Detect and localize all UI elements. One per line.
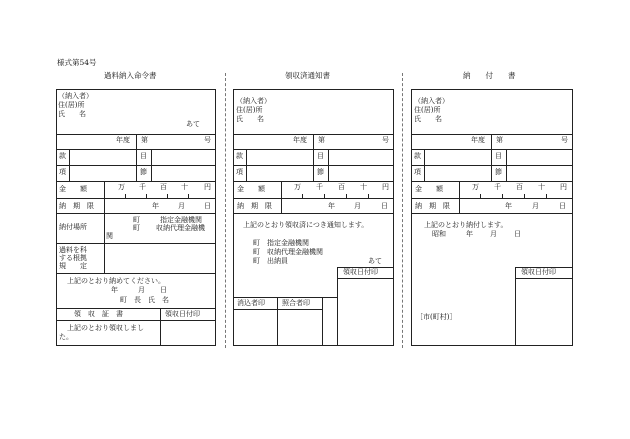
amount-unit: 十 bbox=[181, 183, 188, 191]
number-prefix: 第 bbox=[318, 136, 325, 144]
notice-text: 上記のとおり納付します。 bbox=[424, 221, 508, 229]
amount-unit: 円 bbox=[204, 183, 211, 191]
treasurer: 町 出納員 bbox=[253, 257, 288, 265]
amount-unit: 十 bbox=[538, 183, 545, 191]
receipt-stamp-label: 領収日付印 bbox=[521, 268, 556, 276]
notice-date-month: 月 bbox=[138, 286, 145, 294]
deadline-label: 納 期 限 bbox=[237, 202, 272, 210]
payer-label: （納入者） bbox=[58, 92, 93, 100]
separator-line bbox=[225, 73, 226, 348]
payer-label: （納入者） bbox=[236, 97, 271, 105]
receipt-text: 上記のとおり領収しまし bbox=[67, 324, 144, 332]
number-prefix: 第 bbox=[496, 136, 503, 144]
amount-unit: 千 bbox=[316, 183, 323, 191]
kan-label: 款 bbox=[414, 152, 421, 160]
notice-date-day: 日 bbox=[514, 230, 521, 238]
date-month: 月 bbox=[354, 202, 361, 210]
number-suffix: 号 bbox=[204, 136, 211, 144]
era-label: 昭和 bbox=[432, 230, 446, 238]
amount-unit: 円 bbox=[382, 183, 389, 191]
date-day: 日 bbox=[381, 202, 388, 210]
town-label: 町 bbox=[133, 216, 140, 224]
setsu-label: 節 bbox=[495, 168, 502, 176]
fiscal-year-label: 年度 bbox=[116, 136, 130, 144]
agent-bank-cont: 関 bbox=[106, 232, 113, 240]
date-day: 日 bbox=[559, 202, 566, 210]
form-title: 過料納入命令書 bbox=[104, 71, 157, 80]
date-month: 月 bbox=[178, 202, 185, 210]
amount-unit: 千 bbox=[139, 183, 146, 191]
municipality-label: ［市(町村)］ bbox=[416, 313, 457, 321]
amount-label: 金 額 bbox=[415, 185, 443, 193]
amount-unit: 万 bbox=[472, 183, 479, 191]
fiscal-year-label: 年度 bbox=[471, 136, 485, 144]
address-label: 住(居)所 bbox=[414, 106, 441, 114]
honorific-ate: あて bbox=[368, 257, 382, 265]
number-suffix: 号 bbox=[382, 136, 389, 144]
kou-label: 項 bbox=[414, 168, 421, 176]
setsu-label: 節 bbox=[317, 168, 324, 176]
amount-unit: 百 bbox=[338, 183, 345, 191]
designated-bank: 指定金融機関 bbox=[160, 216, 202, 224]
kan-label: 款 bbox=[236, 152, 243, 160]
date-month: 月 bbox=[532, 202, 539, 210]
form-number: 様式第54号 bbox=[57, 58, 97, 67]
kan-label: 款 bbox=[59, 152, 66, 160]
date-year: 年 bbox=[505, 202, 512, 210]
basis-label: する根拠 bbox=[59, 254, 87, 262]
address-label: 住(居)所 bbox=[58, 101, 85, 109]
fiscal-year-label: 年度 bbox=[293, 136, 307, 144]
kou-label: 項 bbox=[236, 168, 243, 176]
agent-bank: 収納代理金融機 bbox=[156, 224, 205, 232]
notice-date-year: 年 bbox=[111, 286, 118, 294]
number-suffix: 号 bbox=[561, 136, 568, 144]
name-label: 氏 名 bbox=[414, 115, 442, 123]
name-label: 氏 名 bbox=[58, 110, 86, 118]
notice-date-month: 月 bbox=[490, 230, 497, 238]
notice-date-year: 年 bbox=[466, 230, 473, 238]
amount-unit: 万 bbox=[118, 183, 125, 191]
amount-unit: 百 bbox=[516, 183, 523, 191]
registrar-stamp-label: 消込者印 bbox=[237, 299, 265, 307]
setsu-label: 節 bbox=[140, 168, 147, 176]
amount-unit: 千 bbox=[494, 183, 501, 191]
date-year: 年 bbox=[328, 202, 335, 210]
checker-stamp-label: 照合者印 bbox=[282, 299, 310, 307]
form-title: 領収済通知書 bbox=[285, 71, 330, 80]
moku-label: 目 bbox=[495, 152, 502, 160]
amount-unit: 円 bbox=[560, 183, 567, 191]
basis-label: 規 定 bbox=[59, 262, 87, 270]
kou-label: 項 bbox=[59, 168, 66, 176]
amount-unit: 万 bbox=[294, 183, 301, 191]
separator-line bbox=[402, 73, 403, 348]
moku-label: 目 bbox=[317, 152, 324, 160]
address-label: 住(居)所 bbox=[236, 106, 263, 114]
receipt-title: 領 収 証 書 bbox=[74, 310, 123, 318]
designated-bank: 町 指定金融機関 bbox=[253, 239, 309, 247]
notice-text: 上記のとおり領収済につき通知します。 bbox=[243, 221, 369, 229]
amount-unit: 百 bbox=[160, 183, 167, 191]
notice-text: 上記のとおり納めてください。 bbox=[67, 277, 165, 285]
honorific-ate: あて bbox=[186, 120, 200, 128]
deadline-label: 納 期 限 bbox=[415, 202, 450, 210]
date-year: 年 bbox=[152, 202, 159, 210]
number-prefix: 第 bbox=[141, 136, 148, 144]
deadline-label: 納 期 限 bbox=[59, 202, 94, 210]
basis-label: 過料を科 bbox=[59, 246, 87, 254]
receipt-stamp-label: 領収日付印 bbox=[165, 310, 200, 318]
payer-label: （納入者） bbox=[414, 97, 449, 105]
mayor-label: 町 長 氏 名 bbox=[120, 296, 169, 304]
amount-label: 金 額 bbox=[59, 185, 87, 193]
notice-date-day: 日 bbox=[160, 286, 167, 294]
moku-label: 目 bbox=[140, 152, 147, 160]
receipt-stamp-label: 領収日付印 bbox=[343, 268, 378, 276]
amount-unit: 十 bbox=[360, 183, 367, 191]
receipt-text: た。 bbox=[59, 333, 73, 341]
date-day: 日 bbox=[204, 202, 211, 210]
payment-place-label: 納付場所 bbox=[59, 223, 87, 231]
agent-bank: 町 収納代理金融機関 bbox=[253, 248, 323, 256]
form-title: 納 付 書 bbox=[463, 71, 516, 80]
name-label: 氏 名 bbox=[236, 115, 264, 123]
amount-label: 金 額 bbox=[237, 185, 265, 193]
town-label: 町 bbox=[133, 224, 140, 232]
